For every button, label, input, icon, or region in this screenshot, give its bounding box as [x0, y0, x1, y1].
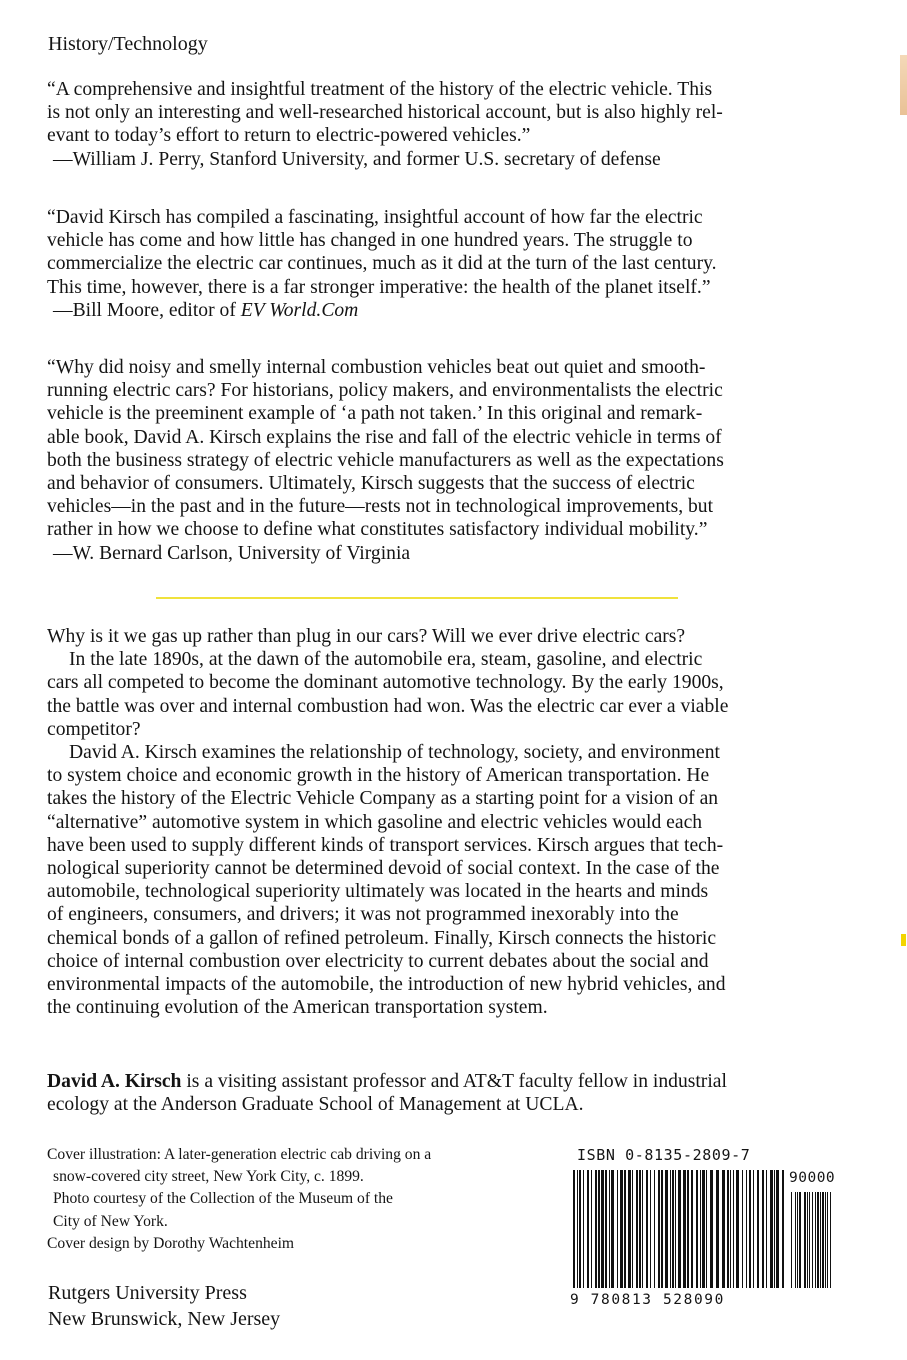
barcode-bar [639, 1170, 641, 1288]
isbn-label: ISBN 0-8135-2809-7 [577, 1146, 751, 1164]
barcode-bar [782, 1170, 784, 1288]
cover-credits [47, 1144, 517, 1255]
barcode-bar [678, 1170, 681, 1288]
blurb-perry [47, 78, 827, 171]
barcode-bar [799, 1192, 801, 1288]
barcode-bar [605, 1170, 607, 1288]
barcode-bar [687, 1170, 689, 1288]
barcode-bar [774, 1170, 775, 1288]
blurb-line: vehicles—in the past and in the future—rests not in technological improvements, but [47, 496, 714, 518]
barcode-bar [809, 1192, 810, 1288]
credit-line: City of New York. [53, 1212, 168, 1230]
barcode-bar [727, 1170, 729, 1288]
barcode-bar [817, 1192, 819, 1288]
description-line: automobile, technological superiority ultimately was located in the hearts and minds [47, 881, 709, 903]
barcode-bar [611, 1170, 614, 1288]
barcode-bar [598, 1170, 600, 1288]
barcode-bar [620, 1170, 623, 1288]
attribution-text: —Bill Moore, editor of [53, 299, 241, 321]
publisher-location: New Brunswick, New Jersey [48, 1307, 281, 1330]
barcode-bar [624, 1170, 626, 1288]
blurb-line: vehicle has come and how little has changed in one hundred years. The struggle to [47, 230, 693, 252]
barcode-bar [830, 1192, 831, 1288]
barcode-bar [577, 1170, 578, 1288]
description-line: David A. Kirsch examines the relationship of technology, society, and environment [69, 742, 720, 764]
blurb-moore [47, 206, 827, 322]
barcode-bar [730, 1170, 731, 1288]
barcode-bar [675, 1170, 676, 1288]
barcode-bar [591, 1170, 592, 1288]
description-line: In the late 1890s, at the dawn of the automobile era, steam, gasoline, and electric [69, 649, 703, 671]
barcode-bar [672, 1170, 674, 1288]
barcode-bar [825, 1192, 826, 1288]
description-line: cars all competed to become the dominant automotive technology. By the early 1900s, [47, 672, 724, 694]
barcode-bar [636, 1170, 638, 1288]
barcode-bar [776, 1170, 779, 1288]
publisher-info [48, 1281, 280, 1332]
description-line: the battle was over and internal combustion had won. Was the electric car ever a viable [47, 695, 729, 717]
blurb-attribution: —W. Bernard Carlson, University of Virginia [53, 542, 411, 564]
author-bio [47, 1070, 827, 1116]
author-bio-text: is a visiting assistant professor and AT&T faculty fellow in industrial [181, 1071, 727, 1092]
barcode-bar [654, 1170, 655, 1288]
blurb-line: “David Kirsch has compiled a fascinating, insightful account of how far the electric [47, 207, 703, 228]
barcode-bar [670, 1170, 671, 1288]
description-line: the continuing evolution of the American transportation system. [47, 997, 548, 1019]
description-line: environmental impacts of the automobile, the introduction of new hybrid vehicles, and [47, 974, 726, 996]
barcode-bar [700, 1170, 701, 1288]
blurb-line: able book, David A. Kirsch explains the rise and fall of the electric vehicle in terms of [47, 426, 722, 448]
author-bio-line: ecology at the Anderson Graduate School of Management at UCLA. [47, 1094, 584, 1116]
barcode-bar [632, 1170, 633, 1288]
barcode-bar [696, 1170, 698, 1288]
barcode-bar [706, 1170, 707, 1288]
blurb-line: evant to today’s effort to return to electric-powered vehicles.” [47, 125, 531, 147]
description-line: takes the history of the Electric Vehicle Company as a starting point for a vision of an [47, 788, 719, 810]
blurb-line: running electric cars? For historians, policy makers, and environmentalists the electric [47, 380, 723, 402]
barcode-bar [822, 1192, 824, 1288]
barcode-bar [609, 1170, 610, 1288]
barcode-bar [736, 1170, 739, 1288]
barcode-bar [804, 1192, 806, 1288]
barcode [569, 1170, 835, 1310]
barcode-bars [569, 1170, 835, 1310]
barcode-bar [820, 1192, 821, 1288]
barcode-bar [691, 1170, 693, 1288]
barcode-bar [766, 1170, 767, 1288]
barcode-bar [762, 1170, 764, 1288]
barcode-bar [827, 1192, 828, 1288]
blurb-line: and behavior of consumers. Ultimately, Kirsch suggests that the success of electric [47, 473, 695, 495]
author-bio-line [47, 1070, 827, 1093]
ean-number: 9 780813 528090 [570, 1292, 725, 1308]
barcode-bar [791, 1192, 792, 1288]
blurb-attribution [47, 299, 827, 322]
barcode-bar [579, 1170, 581, 1288]
description-line: chemical bonds of a gallon of refined petroleum. Finally, Kirsch connects the historic [47, 927, 717, 949]
barcode-bar [587, 1170, 589, 1288]
barcode-bar [812, 1192, 813, 1288]
page-edge-mark [900, 55, 907, 115]
attribution-website: EV World.Com [240, 299, 359, 321]
barcode-bar [710, 1170, 713, 1288]
credit-line: Cover design by Dorothy Wachtenheim [47, 1234, 295, 1252]
barcode-bar [583, 1170, 584, 1288]
barcode-bar [742, 1170, 743, 1288]
barcode-bar [716, 1170, 719, 1288]
blurb-line: “A comprehensive and insightful treatment of the history of the electric vehicle. This [47, 79, 713, 100]
blurb-line: “Why did noisy and smelly internal combustion vehicles beat out quiet and smooth- [47, 357, 706, 378]
barcode-bar [617, 1170, 618, 1288]
description-line: competitor? [47, 718, 141, 740]
barcode-bar [807, 1192, 808, 1288]
barcode-bar [683, 1170, 686, 1288]
barcode-bar [628, 1170, 631, 1288]
blurb-line: rather in how we choose to define what constitutes satisfactory individual mobility.” [47, 519, 708, 541]
barcode-bar [722, 1170, 725, 1288]
barcode-bar [658, 1170, 660, 1288]
barcode-bar [795, 1192, 796, 1288]
section-divider [156, 597, 678, 599]
barcode-bar [749, 1170, 751, 1288]
barcode-bar [601, 1170, 604, 1288]
credit-line: snow-covered city street, New York City, c. 1899. [53, 1168, 364, 1186]
blurb-line: commercialize the electric car continues, much as it did at the turn of the last century. [47, 253, 717, 275]
barcode-bar [746, 1170, 747, 1288]
barcode-bar [770, 1170, 773, 1288]
description-line: to system choice and economic growth in the history of American transportation. He [47, 765, 710, 787]
edge-color-mark [901, 934, 906, 946]
barcode-bar [753, 1170, 754, 1288]
barcode-bar [661, 1170, 663, 1288]
blurb-line: both the business strategy of electric vehicle manufacturers as well as the expectations [47, 449, 724, 471]
barcode-bar [595, 1170, 597, 1288]
barcode-bar [757, 1170, 759, 1288]
blurb-line: is not only an interesting and well-researched historical account, but is also highly rel- [47, 102, 723, 124]
blurb-carlson [47, 356, 827, 565]
credit-line: Cover illustration: A later-generation electric cab driving on a [47, 1146, 432, 1163]
barcode-bar [733, 1170, 734, 1288]
description-line: choice of internal combustion over electricity to current debates about the social and [47, 950, 709, 972]
barcode-bar [665, 1170, 668, 1288]
description-line: nological superiority cannot be determined devoid of social context. In the case of the [47, 858, 720, 880]
barcode-bar [650, 1170, 651, 1288]
book-description [47, 625, 827, 1019]
barcode-bar [702, 1170, 705, 1288]
barcode-bar [573, 1170, 575, 1288]
barcode-bar [646, 1170, 648, 1288]
price-code: 90000 [789, 1170, 836, 1186]
credit-line: Photo courtesy of the Collection of the Museum of the [53, 1190, 393, 1208]
blurb-line: This time, however, there is a far stronger imperative: the health of the planet itself.” [47, 276, 711, 298]
category-label: History/Technology [48, 33, 208, 55]
author-name: David A. Kirsch [47, 1071, 182, 1092]
blurb-line: vehicle is the preeminent example of ‘a path not taken.’ In this original and remark- [47, 403, 703, 425]
blurb-attribution: —William J. Perry, Stanford University, and former U.S. secretary of defense [53, 148, 661, 170]
description-line: of engineers, consumers, and drivers; it was not programmed inexorably into the [47, 904, 679, 926]
barcode-bar [815, 1192, 816, 1288]
description-line: have been used to supply different kinds of transport services. Kirsch argues that tech- [47, 834, 724, 856]
publisher-name: Rutgers University Press [48, 1282, 247, 1304]
barcode-bar [797, 1192, 798, 1288]
description-line: “alternative” automotive system in which gasoline and electric vehicles would each [47, 811, 703, 833]
description-lead: Why is it we gas up rather than plug in our cars? Will we ever drive electric cars? [47, 626, 686, 647]
barcode-bar [642, 1170, 643, 1288]
